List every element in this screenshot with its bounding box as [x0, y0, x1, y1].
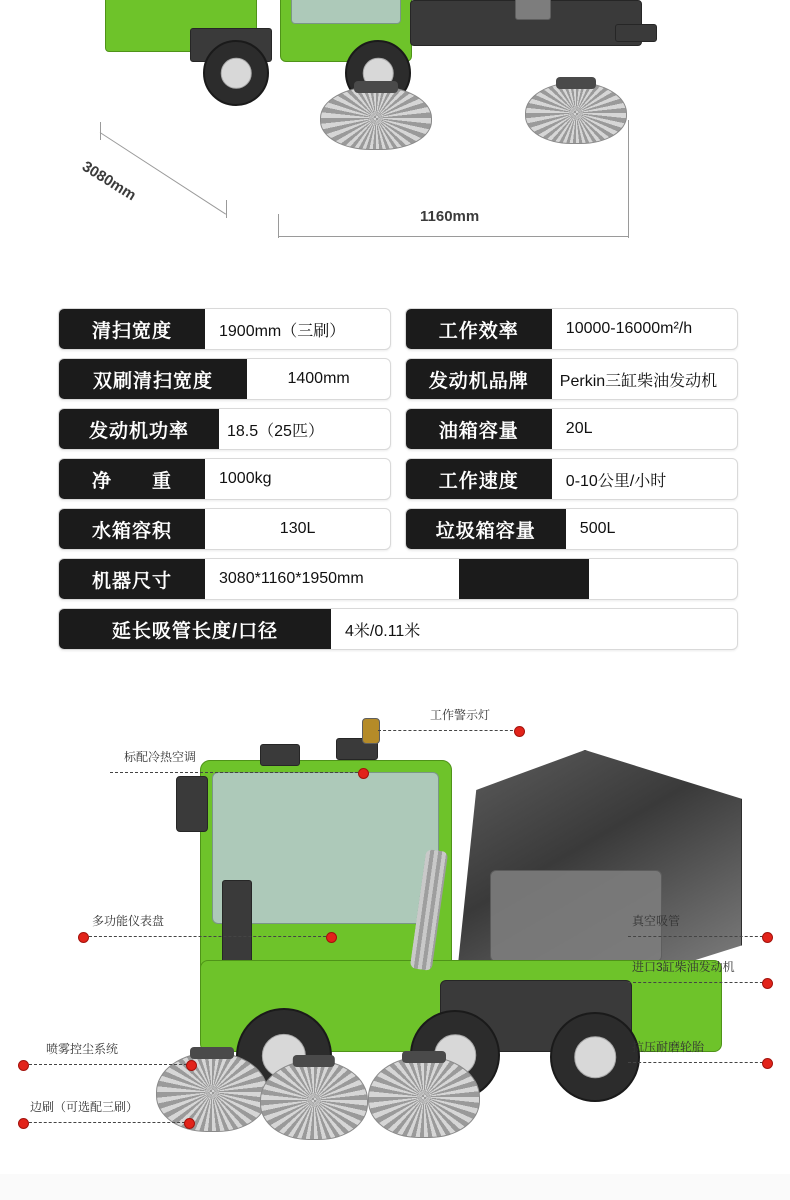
dimension-tick-width-end	[628, 120, 629, 238]
spec-cell-double-brush-width	[58, 358, 391, 400]
spec-value: 500L	[579, 520, 616, 537]
callout-line-side-brush	[24, 1122, 190, 1123]
spec-value: 1400mm	[287, 370, 350, 387]
spec-cell-engine-brand	[405, 358, 738, 400]
callout-dot-vacuum-hose	[762, 932, 773, 943]
spec-cell-net-weight	[58, 458, 391, 500]
cab-window	[291, 0, 401, 24]
dimension-label-width: 1160mm	[420, 208, 480, 225]
spec-key: 清扫宽度	[59, 309, 205, 349]
dimension-tick-width-start	[278, 214, 279, 238]
dimension-tick-length-end	[226, 200, 227, 218]
spec-value: 0-10公里/小时	[565, 472, 667, 490]
spec-value: 1000kg	[219, 470, 272, 487]
callout-label-warning-light: 工作警示灯	[430, 708, 491, 722]
wheel-rear-left	[203, 40, 269, 106]
callout-line-air-conditioner	[110, 772, 368, 773]
spec-cell-engine-power	[58, 408, 391, 450]
callout-label-air-conditioner: 标配冷热空调	[124, 750, 197, 764]
spec-cell-fuel-tank	[405, 408, 738, 450]
spec-key: 工作效率	[406, 309, 552, 349]
callout-line-vacuum-hose	[628, 936, 768, 937]
spec-value: Perkin三缸柴油发动机	[559, 372, 718, 390]
spec-value: 3080*1160*1950mm	[219, 570, 364, 587]
callout-dot-dust-spray-start	[18, 1060, 29, 1071]
spec-value: 130L	[279, 520, 316, 537]
spec-key: 油箱容量	[406, 409, 552, 449]
callout-label-tires: 抗压耐磨轮胎	[632, 1040, 705, 1054]
table-row	[58, 608, 738, 650]
callout-line-dust-spray	[24, 1064, 192, 1065]
spec-cell-machine-size	[58, 558, 738, 600]
dimension-label-length: 3080mm	[78, 158, 139, 205]
spec-cell-sweep-width	[58, 308, 391, 350]
spec-key: 发动机品牌	[406, 359, 552, 399]
callout-label-vacuum-hose: 真空吸管	[632, 914, 681, 928]
callout-dot-air-conditioner	[358, 768, 369, 779]
table-row	[58, 458, 738, 500]
specification-table	[58, 308, 738, 658]
spec-value: 10000-16000m²/h	[565, 320, 693, 337]
spec-key: 净 重	[59, 459, 205, 499]
callout-label-dashboard: 多功能仪表盘	[92, 914, 165, 928]
bottom-product-image	[0, 700, 790, 1200]
spec-key: 水箱容积	[59, 509, 205, 549]
callout-dot-side-brush-start	[18, 1118, 29, 1129]
side-brush-center	[260, 1060, 368, 1140]
dimension-line-width	[278, 236, 628, 237]
table-row	[58, 358, 738, 400]
spec-cell-working-efficiency	[405, 308, 738, 350]
callout-line-warning-light	[378, 730, 518, 731]
roof-light-left	[260, 744, 300, 766]
spec-value: 1900mm（三刷）	[219, 322, 346, 340]
table-row	[58, 508, 738, 550]
callout-line-tires	[628, 1062, 768, 1063]
spec-value: 20L	[565, 420, 593, 437]
front-bracket	[615, 24, 657, 42]
side-brush-left	[320, 86, 432, 150]
table-row	[58, 558, 738, 600]
table-row	[58, 308, 738, 350]
spec-key: 发动机功率	[59, 409, 219, 449]
callout-line-dashboard	[84, 936, 336, 937]
side-mirror	[176, 776, 208, 832]
spec-key: 机器尺寸	[59, 559, 205, 599]
image-ground	[0, 1174, 790, 1200]
table-row	[58, 408, 738, 450]
spec-key: 延长吸管长度/口径	[59, 609, 331, 649]
callout-dot-side-brush-end	[184, 1118, 195, 1129]
callout-label-diesel-engine: 进口3缸柴油发动机	[632, 960, 735, 974]
wheel-rear	[550, 1012, 640, 1102]
callout-dot-tires	[762, 1058, 773, 1069]
spec-value-empty	[589, 559, 737, 599]
callout-dot-warning-light	[514, 726, 525, 737]
callout-dot-dust-spray-end	[186, 1060, 197, 1071]
spec-cell-water-tank	[58, 508, 391, 550]
beacon-light	[362, 718, 380, 744]
spec-cell-hopper-capacity	[405, 508, 738, 550]
callout-line-diesel-engine	[628, 982, 768, 983]
side-brush-right	[525, 82, 627, 144]
spec-key: 垃圾箱容量	[406, 509, 566, 549]
spec-value: 18.5（25匹）	[227, 422, 324, 440]
callout-label-dust-spray: 喷雾控尘系统	[46, 1042, 119, 1056]
spec-key: 工作速度	[406, 459, 552, 499]
callout-dot-dashboard-end	[326, 932, 337, 943]
spec-key: 双刷清扫宽度	[59, 359, 247, 399]
dimension-tick-length-start	[100, 122, 101, 140]
callout-dot-diesel-engine	[762, 978, 773, 989]
spec-key-spacer	[459, 559, 589, 599]
spec-value: 4米/0.11米	[345, 622, 421, 640]
sweeper-illustration-top	[95, 0, 635, 160]
hydraulic-block	[515, 0, 551, 20]
sweeper-illustration-bottom	[140, 730, 780, 1170]
callout-label-side-brush: 边刷（可选配三刷）	[30, 1100, 139, 1114]
spec-cell-extension-hose	[58, 608, 738, 650]
spec-cell-working-speed	[405, 458, 738, 500]
side-brush-right	[368, 1056, 480, 1138]
callout-dot-dashboard-start	[78, 932, 89, 943]
top-product-image	[0, 0, 790, 285]
